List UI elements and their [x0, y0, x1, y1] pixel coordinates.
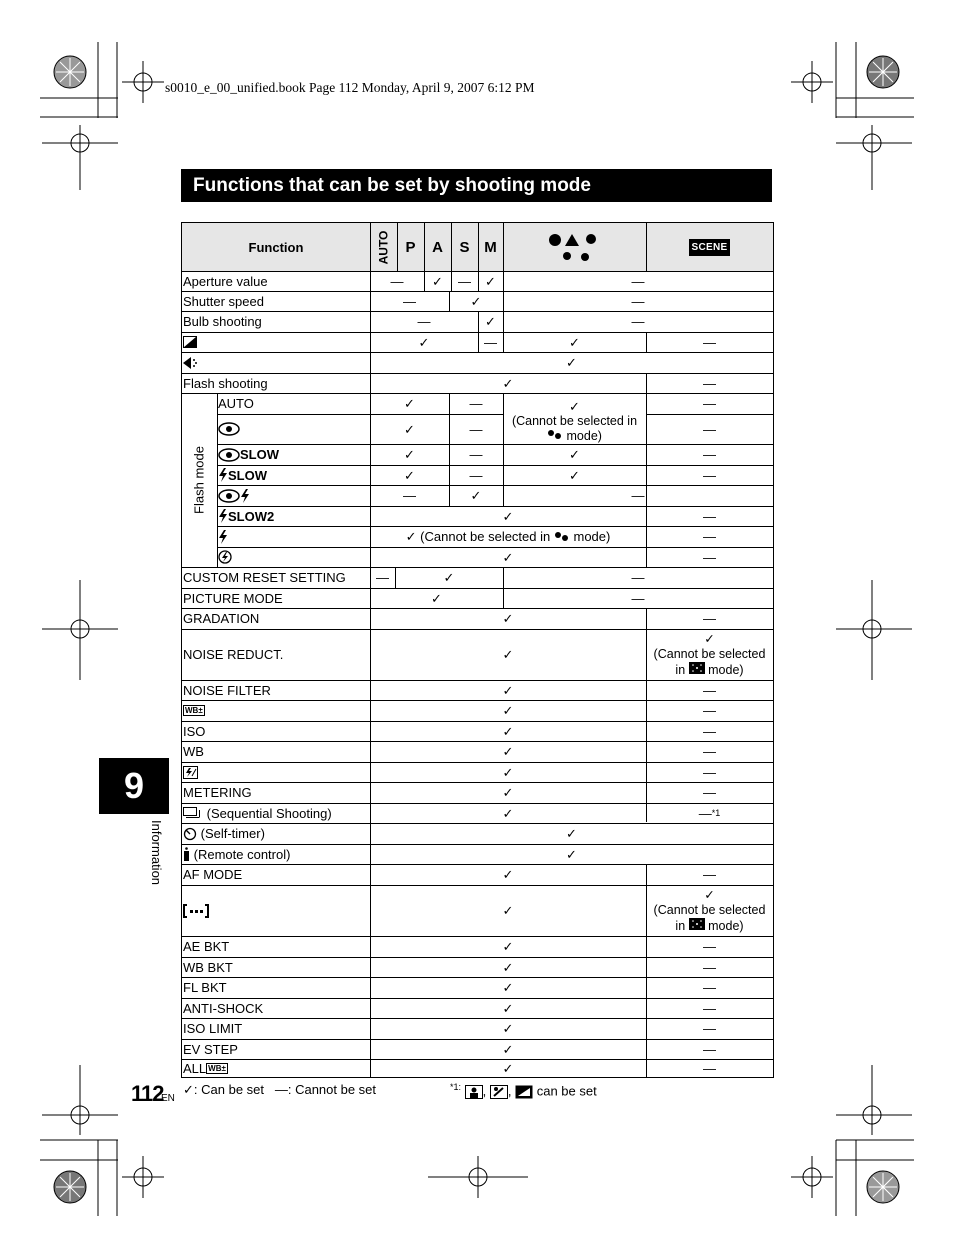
- flash-icon: [218, 509, 228, 523]
- row-label-af-target: [182, 885, 370, 936]
- table-cell: —: [403, 488, 416, 503]
- row-label-all-wb: ALL WB±: [183, 1060, 226, 1076]
- table-cell: ✓: [502, 508, 514, 524]
- table-cell: —: [631, 488, 645, 503]
- row-label-bulb: Bulb shooting: [183, 314, 262, 329]
- red-eye-icon: [218, 422, 240, 436]
- table-cell: —: [703, 529, 716, 544]
- legend: ✓: Can be set —: Cannot be set: [183, 1082, 377, 1097]
- table-cell: ✓: [502, 1000, 514, 1016]
- header-auto: AUTO: [376, 230, 390, 264]
- table-cell: —: [376, 570, 389, 585]
- table-cell: ✓: [502, 375, 514, 391]
- table-cell: ✓: [502, 611, 514, 626]
- header-a: A: [432, 238, 443, 256]
- table-cell: ✓: [502, 959, 514, 975]
- header-p: P: [405, 238, 416, 256]
- table-cell: ✓: [569, 447, 580, 462]
- table-cell: —: [703, 867, 716, 882]
- header-m: M: [484, 238, 497, 256]
- flash-icon: [218, 468, 228, 482]
- flash-off-icon: [218, 550, 232, 564]
- table-cell: —: [403, 293, 416, 309]
- table-cell: ✓: [502, 764, 514, 780]
- table-cell: ✓: [502, 785, 514, 800]
- flash-compensation-icon: [183, 766, 198, 779]
- table-cell: —: [703, 467, 716, 483]
- footnote: $^{*1:}$ , , can be set: [450, 1082, 597, 1099]
- table-cell: ✓: [502, 549, 514, 565]
- page-number: 112: [131, 1081, 164, 1106]
- table-cell: —: [703, 549, 716, 565]
- row-label-metering: METERING: [183, 785, 252, 800]
- flash-mode-label: Flash mode: [191, 446, 207, 514]
- row-label-sequential: (Sequential Shooting): [182, 803, 370, 823]
- exposure-scene-icon: [515, 1085, 533, 1099]
- night-portrait-icon: [554, 531, 570, 542]
- row-label-anti-shock: ANTI-SHOCK: [183, 1000, 264, 1016]
- row-label-flash-comp: [182, 762, 370, 782]
- wb-comp-badge: WB±: [208, 1063, 226, 1073]
- table-cell: ✓: [569, 334, 580, 350]
- table-cell: ✓: [502, 682, 514, 698]
- row-label-aperture: Aperture value: [183, 273, 268, 289]
- red-eye-icon: [218, 448, 240, 462]
- row-label-shutter: Shutter speed: [183, 293, 264, 309]
- row-label-wb: WB: [183, 744, 204, 759]
- table-cell: ✓: [502, 903, 514, 918]
- table-cell: —: [631, 293, 645, 309]
- table-cell: ✓: [404, 447, 415, 462]
- side-section-label: Information: [149, 820, 164, 886]
- night-portrait-icon: [547, 429, 563, 440]
- table-cell: ✓: [404, 421, 415, 437]
- table-cell: ✓: [404, 467, 415, 483]
- table-cell: ✓: [566, 355, 577, 370]
- fireworks-scene-icon: [689, 662, 705, 674]
- header-scene-icons: [503, 223, 646, 271]
- note-cannot-selected: (Cannot be selected in mode): [511, 414, 638, 443]
- table-cell: —: [703, 375, 716, 391]
- table-cell: ✓: [502, 939, 514, 954]
- table-cell: —: [703, 723, 716, 739]
- function-table: [181, 222, 774, 1078]
- table-cell: —: [469, 447, 483, 462]
- row-label-noise-reduct: NOISE REDUCT.: [183, 647, 284, 662]
- table-cell: ✓: [566, 826, 577, 841]
- table-cell: ✓: [502, 805, 514, 821]
- portrait-scene-icon: [465, 1085, 483, 1099]
- note-noise-reduct: ✓ (Cannot be selected in mode): [653, 631, 766, 677]
- row-label-picture-mode: PICTURE MODE: [183, 590, 283, 606]
- row-label-gradation: GRADATION: [183, 611, 260, 626]
- table-cell: —: [703, 1060, 716, 1076]
- header-scene: [646, 223, 773, 271]
- row-label-custom-reset: CUSTOM RESET SETTING: [183, 570, 346, 585]
- table-cell: —: [703, 744, 716, 759]
- row-label-redeye: [217, 414, 370, 444]
- row-label-af-mode: AF MODE: [183, 867, 243, 882]
- row-label-wb-comp: [182, 700, 370, 721]
- flash-intensity-icon: [183, 357, 199, 369]
- table-cell: ✓: [502, 703, 514, 718]
- page-title: Functions that can be set by shooting mode: [181, 169, 772, 202]
- table-cell: —: [703, 611, 716, 626]
- row-label-fl-bkt: FL BKT: [183, 980, 227, 995]
- table-cell: —: [631, 273, 645, 289]
- af-target-icon: [183, 904, 209, 918]
- table-cell: —: [469, 421, 483, 437]
- row-label-iso: ISO: [183, 723, 206, 739]
- table-cell: —: [703, 1021, 716, 1036]
- table-cell: —: [469, 396, 483, 411]
- flash-icon: [218, 530, 228, 544]
- table-cell: ✓: [502, 1021, 514, 1036]
- row-label-flash-off: [217, 547, 370, 567]
- table-cell: —: [631, 570, 645, 585]
- table-cell: —: [703, 764, 716, 780]
- table-cell: —: [703, 1000, 716, 1016]
- table-cell: ✓: [502, 744, 514, 759]
- table-cell: ✓: [431, 590, 442, 606]
- flash-mode-group: [182, 393, 217, 567]
- table-cell: —: [458, 273, 471, 289]
- table-cell: —: [417, 314, 431, 329]
- table-cell: —: [703, 396, 716, 411]
- table-cell: —: [703, 980, 716, 995]
- row-label-flash-auto: AUTO: [218, 396, 254, 411]
- table-cell: —: [469, 467, 483, 483]
- table-cell: —: [703, 939, 716, 954]
- wb-comp-badge: WB±: [185, 706, 203, 715]
- table-cell: ✓: [502, 1060, 514, 1076]
- table-cell: —: [703, 682, 716, 698]
- sequential-shooting-icon: [183, 807, 203, 819]
- table-cell: —: [703, 508, 716, 524]
- note-fill-flash: ✓ (Cannot be selected in mode): [405, 529, 611, 544]
- self-timer-icon: [183, 827, 197, 841]
- table-cell: —: [631, 590, 645, 606]
- row-label-iso-limit: ISO LIMIT: [183, 1021, 243, 1036]
- row-label-wb-bkt: WB BKT: [183, 959, 233, 975]
- row-label-flash-shooting: Flash shooting: [183, 375, 268, 391]
- header-function: Function: [248, 239, 304, 255]
- row-label-flash-slow2: SLOW2: [217, 506, 370, 526]
- table-cell: ✓: [502, 723, 514, 739]
- table-cell: ✓: [502, 647, 514, 662]
- row-label-noise-filter: NOISE FILTER: [183, 682, 271, 698]
- chapter-tab: 9: [99, 758, 169, 814]
- page-language: EN: [161, 1093, 175, 1104]
- table-cell: —: [390, 273, 404, 289]
- table-cell: —: [703, 785, 716, 800]
- book-file-line: s0010_e_00_unified.book Page 112 Monday, April 9, 2007 6:12 PM: [165, 80, 535, 95]
- remote-control-icon: [183, 847, 190, 861]
- table-cell: —: [703, 334, 716, 350]
- table-cell: ✓: [418, 334, 430, 350]
- row-label-fill-flash: [217, 526, 370, 547]
- table-cell: ✓: [502, 980, 514, 995]
- row-label-ev-step: EV STEP: [183, 1041, 238, 1057]
- table-cell: —: [703, 1041, 716, 1057]
- table-cell: ✓: [566, 846, 577, 862]
- table-cell: ✓: [502, 1041, 514, 1057]
- scene-badge: SCENE: [689, 239, 731, 256]
- note-af-target: ✓ (Cannot be selected in mode): [653, 887, 766, 933]
- sequential-scene-cell: — *1: [698, 805, 721, 821]
- flash-icon: [240, 489, 250, 503]
- row-label-remote: (Remote control): [182, 844, 370, 864]
- table-cell: ✓: [470, 293, 482, 309]
- table-cell: —: [484, 334, 497, 350]
- table-cell: ✓: [432, 273, 443, 289]
- table-cell: ✓: [502, 867, 514, 882]
- row-label-exposure-comp: [182, 332, 370, 352]
- sport-scene-icon: [490, 1085, 508, 1099]
- row-label-flash-intensity: [182, 352, 370, 373]
- red-eye-icon: [218, 489, 240, 503]
- table-cell: ✓: [485, 314, 496, 329]
- exposure-compensation-icon: [183, 336, 197, 348]
- row-label-self-timer: (Self-timer): [182, 823, 370, 844]
- table-cell: —: [703, 959, 716, 975]
- row-label-redeye-fill: [217, 485, 370, 506]
- table-cell: ✓: [443, 570, 455, 585]
- row-label-ae-bkt: AE BKT: [183, 939, 230, 954]
- table-cell: ✓: [485, 273, 496, 289]
- table-cell: ✓: [404, 396, 415, 411]
- scene-modes-icon: [545, 230, 605, 264]
- table-cell: —: [703, 703, 716, 718]
- row-label-flash-slow: SLOW: [217, 465, 370, 485]
- fireworks-scene-icon: [689, 918, 705, 930]
- table-cell: —: [703, 421, 716, 437]
- table-cell: —: [703, 447, 716, 462]
- header-s: S: [459, 238, 470, 256]
- row-label-redeye-slow: SLOW: [217, 444, 370, 465]
- table-cell: ✓: [569, 467, 580, 483]
- table-cell: ✓: [470, 488, 482, 503]
- table-cell: ✓: [569, 399, 580, 414]
- table-cell: —: [631, 314, 645, 329]
